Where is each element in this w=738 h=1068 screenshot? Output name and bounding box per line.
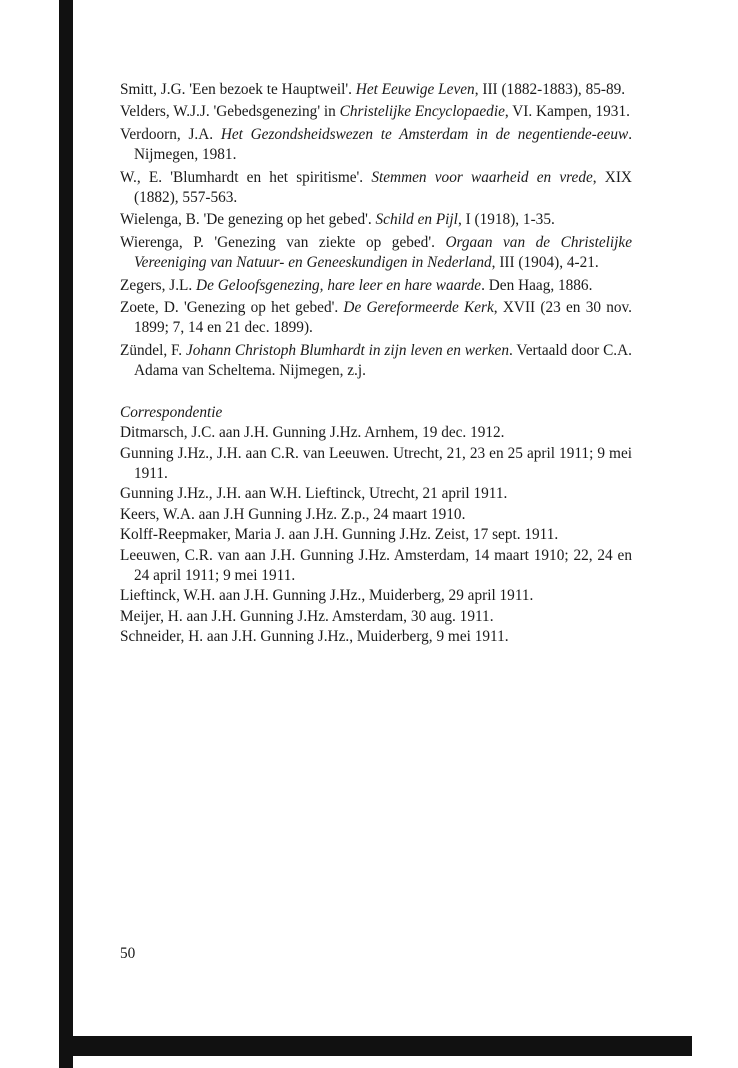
correspondence-entry: Kolff-Reepmaker, Maria J. aan J.H. Gunning J.Hz. Zeist, 17 sept. 1911. — [120, 526, 559, 544]
correspondence-entry: Keers, W.A. aan J.H Gunning J.Hz. Z.p., 24 maart 1910. — [120, 505, 466, 523]
scan-border-left — [59, 0, 73, 1068]
bibliography-entry: Wierenga, P. 'Genezing van ziekte op gebed'. Orgaan van de Christelijke Vereeniging van Natuur- en Geneeskundigen in Nederland, III (1904), 4-21. — [120, 233, 632, 272]
correspondence-entry: Lieftinck, W.H. aan J.H. Gunning J.Hz., Muiderberg, 29 april 1911. — [120, 587, 534, 605]
correspondence-entry: Gunning J.Hz., J.H. aan W.H. Lieftinck, Utrecht, 21 april 1911. — [120, 485, 508, 503]
page-content — [120, 80, 632, 648]
bibliography-list — [120, 80, 632, 382]
page-number: 50 — [120, 945, 136, 962]
correspondence-entry: Schneider, H. aan J.H. Gunning J.Hz., Muiderberg, 9 mei 1911. — [120, 628, 509, 646]
bibliography-entry: W., E. 'Blumhardt en het spiritisme'. Stemmen voor waarheid en vrede, XIX (1882), 557-563. — [120, 168, 632, 207]
scan-border-bottom — [59, 1036, 692, 1056]
bibliography-entry: Zegers, J.L. De Geloofsgenezing, hare leer en hare waarde. Den Haag, 1886. — [120, 276, 593, 294]
bibliography-entry: Velders, W.J.J. 'Gebedsgenezing' in Christelijke Encyclopaedie, VI. Kampen, 1931. — [120, 103, 630, 121]
correspondence-list — [120, 423, 632, 647]
bibliography-entry: Zoete, D. 'Genezing op het gebed'. De Gereformeerde Kerk, XVII (23 en 30 nov. 1899; 7, 14 en 21 dec. 1899). — [120, 299, 633, 337]
correspondence-entry: Gunning J.Hz., J.H. aan C.R. van Leeuwen. Utrecht, 21, 23 en 25 april 1911; 9 mei 1911. — [120, 444, 632, 482]
bibliography-entry: Verdoorn, J.A. Het Gezondsheidswezen te Amsterdam in de negentiende-eeuw. Nijmegen, 1981. — [120, 125, 633, 164]
bibliography-entry: Zündel, F. Johann Christoph Blumhardt in zijn leven en werken. Vertaald door C.A. Adama van Scheltema. Nijmegen, z.j. — [120, 341, 632, 380]
correspondence-entry: Leeuwen, C.R. van aan J.H. Gunning J.Hz. Amsterdam, 14 maart 1910; 22, 24 en 24 april 1911; 9 mei 1911. — [120, 546, 632, 584]
correspondence-entry: Meijer, H. aan J.H. Gunning J.Hz. Amsterdam, 30 aug. 1911. — [120, 607, 494, 625]
correspondence-entry: Ditmarsch, J.C. aan J.H. Gunning J.Hz. Arnhem, 19 dec. 1912. — [120, 424, 505, 442]
section-spacer — [120, 382, 632, 403]
correspondence-heading: Correspondentie — [120, 403, 223, 421]
bibliography-entry: Wielenga, B. 'De genezing op het gebed'. Schild en Pijl, I (1918), 1-35. — [120, 211, 555, 229]
bibliography-entry: Smitt, J.G. 'Een bezoek te Hauptweil'. Het Eeuwige Leven, III (1882-1883), 85-89. — [120, 81, 626, 98]
